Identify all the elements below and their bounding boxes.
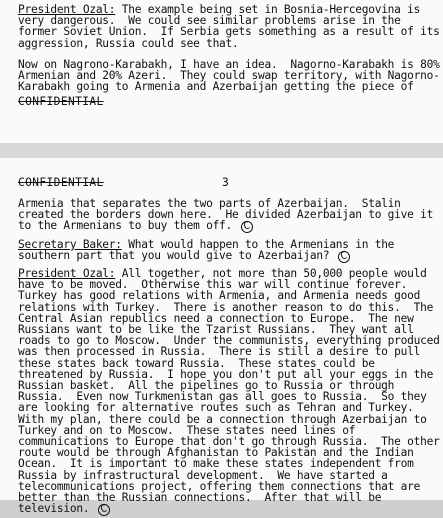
- page-separator: [0, 143, 443, 158]
- paragraph-nagorno-karabakh: Now on Nagrono-Karabakh, I have an idea. Nagorno-Karabakh is 80% Armenian and 20% Azeri. They could swap territory, with Nagorno- Karabakh going to Armenia and Azerbaijan getting the piece of: [18, 58, 440, 94]
- paragraph-ozal-bosnia: President Ozal: The example being set in Bosnia-Hercegovina is very dangerous. We could see similar problems arise in the former Soviet Union. If Serbia gets something as a result of its aggression, Russia could see that.: [18, 3, 440, 50]
- paragraph-ozal-answer: President Ozal: All together, not more than 50,000 people would have to be moved. Otherwise this war will continue forever. Turkey has good relations with Armenia, and Armenia needs good relations with Turkey. There is another reason to do this. The Central Asian republics need a connection to Europe. The new Russians want to be like the Tzarist Russians. They want all roads to go to Moscow. Under the communists, everything produced was then processed in Russia. There is still a desire to pull these states back toward Russia. These states could be threatened by Russia. I hope you don't put all your eggs in the Russian basket. All the pipelines go to Russia or through Russia. Even now Turkmenistan gas all goes to Russia. So they are looking for alternative routes such as Tehran and Turkey. With my plan, there could be a connection through Azerbaijan to Turkey and on to Moscow. These states need lines of communications to Europe that don't go through Russia. The other route would be through Afghanistan to Pakistan and the Indian Ocean. It is important to make these states independent from Russia by infrastructural development. We have started a telecommunications project, offering them connections that are better than the Russian connections. After that will be television. C: [18, 267, 440, 516]
- classification-mark: C: [336, 250, 351, 265]
- paragraph-armenia: Armenia that separates the two parts of Azerbaijan. Stalin created the borders down here. He divided Azerbaijan to give it to the Armenians to buy them off. C: [18, 197, 434, 234]
- speaker-name: President Ozal:: [18, 3, 116, 16]
- speaker-name: Secretary Baker:: [18, 238, 122, 251]
- paragraph-baker-question: Secretary Baker: What would happen to the Armenians in the southern part that you would give to Azerbaijan? C: [18, 238, 395, 263]
- page-number: 3: [222, 176, 229, 189]
- speaker-name: President Ozal:: [18, 267, 116, 280]
- classification-mark: C: [96, 503, 111, 518]
- document-page-top: [0, 0, 443, 143]
- classification-mark: C: [239, 220, 254, 235]
- classification-footer: CONFIDENTIAL: [18, 95, 104, 108]
- document-page-bottom: [0, 158, 443, 516]
- classification-header: CONFIDENTIAL: [18, 176, 104, 189]
